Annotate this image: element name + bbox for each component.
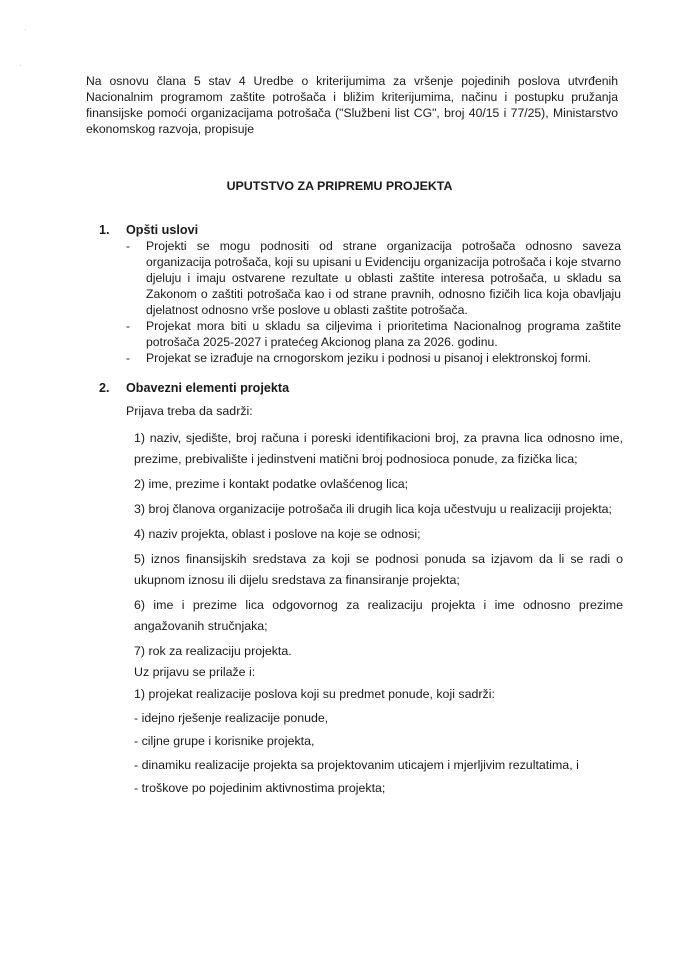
list-item: - troškove po pojedinim aktivnostima projekta; bbox=[134, 781, 386, 795]
attachments-list bbox=[134, 683, 623, 801]
application-requirements-list bbox=[134, 428, 623, 666]
list-item: 1) naziv, sjedište, broj računa i poreski identifikacioni broj, za pravna lica odnosno ime, prezime, prebivalište i jedinstveni matični broj podnosioca ponude, za fizička lica; bbox=[134, 431, 623, 466]
list-item: - ciljne grupe i korisnike projekta, bbox=[134, 734, 315, 748]
section-1-heading bbox=[99, 223, 198, 237]
list-item: 5) iznos finansijskih sredstava za koji se podnosi ponuda sa izjavom da li se radi o ukupnom iznosu ili dijelu sredstava za finansiranje projekta; bbox=[134, 552, 623, 587]
scan-speck: ˋ bbox=[24, 28, 27, 38]
list-item: 4) naziv projekta, oblast i poslove na koje se odnosi; bbox=[134, 527, 421, 541]
section-number: 2. bbox=[99, 381, 110, 395]
list-item: 2) ime, prezime i kontakt podatke ovlašćenog lica; bbox=[134, 477, 409, 491]
general-conditions-list bbox=[126, 238, 621, 366]
list-item: - Projekti se mogu podnositi od strane organizacija potrošača odnosno saveza organizacija potrošača, koji su upisani u Evidenciju organizacija potrošača i koje stvarno djeluju i imaju ostvarene rezultate u oblasti zaštite interesa potrošača, u skladu sa Zakonom o zaštiti potrošača kao i od strane pravnih, odnosno fizičih lica koja obavljaju djelatnost odnosno vrše poslove u oblasti zaštite potrošača. bbox=[126, 238, 621, 318]
application-lead: Prijava treba da sadrži: bbox=[126, 404, 253, 418]
section-title: Opšti uslovi bbox=[126, 223, 199, 237]
list-item: - dinamiku realizacije projekta sa projektovanim uticajem i mjerljivim rezultatima, i bbox=[134, 757, 579, 772]
list-item: - Projekat se izrađuje na crnogorskom jeziku i podnosi u pisanoj i elektronskoj formi. bbox=[126, 350, 621, 366]
attachments-lead: Uz prijavu se prilaže i: bbox=[134, 665, 256, 679]
list-item: - Projekat mora biti u skladu sa ciljevima i prioritetima Nacionalnog programa zaštite potrošača 2025-2027 i pratećeg Akcionog plana za 2026. godinu. bbox=[126, 318, 621, 350]
list-item: 3) broj članova organizacije potrošača ili drugih lica koja učestvuju u realizaciji projekta; bbox=[134, 502, 612, 516]
list-item: - idejno rješenje realizacije ponude, bbox=[134, 710, 329, 725]
section-number: 1. bbox=[99, 223, 110, 237]
list-item: 6) ime i prezime lica odgovornog za realizaciju projekta i ime odnosno prezime angažovanih stručnjaka; bbox=[134, 598, 623, 633]
intro-paragraph: Na osnovu člana 5 stav 4 Uredbe o kriterijumima za vršenje pojedinih poslova utvrđenih Nacionalnim programom zaštite potrošača i bližim kriterijumima, načinu i postupku pružanja finansijske pomoći organizacijama potrošača ("Službeni list CG", broj 40/15 i 77/25), Ministarstvo ekonomskog razvoja, propisuje bbox=[86, 74, 618, 136]
document-title: UPUTSTVO ZA PRIPREMU PROJEKTA bbox=[226, 179, 453, 193]
list-item: 1) projekat realizacije poslova koji su predmet ponude, koji sadrži: bbox=[134, 687, 495, 701]
scan-speck: · bbox=[19, 60, 22, 70]
section-2-heading bbox=[99, 381, 289, 395]
section-title: Obavezni elementi projekta bbox=[126, 381, 290, 395]
list-item: 7) rok za realizaciju projekta. bbox=[134, 644, 292, 658]
